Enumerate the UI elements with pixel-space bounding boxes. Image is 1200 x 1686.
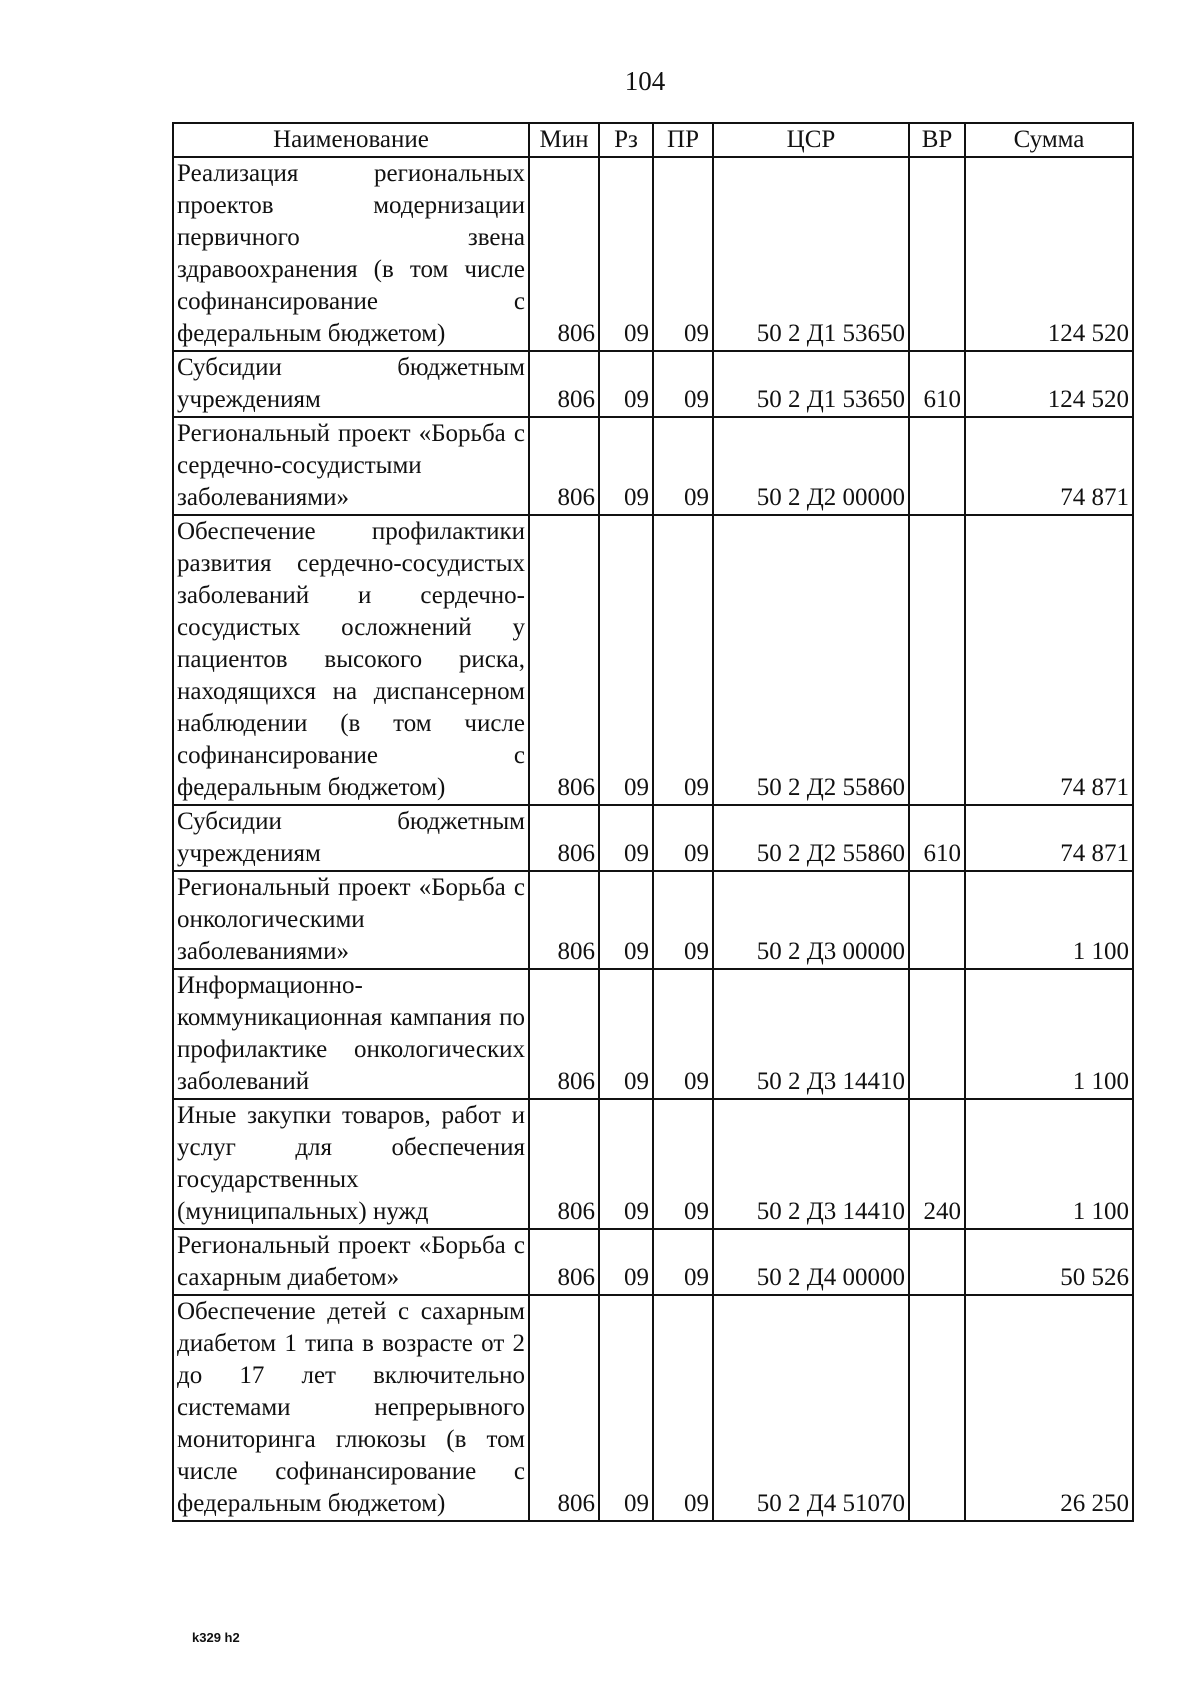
- row-csr: 50 2 Д1 53650: [713, 157, 909, 351]
- row-vr: [909, 1229, 965, 1295]
- row-rz: 09: [599, 417, 653, 515]
- row-pr: 09: [653, 157, 713, 351]
- row-sum: 74 871: [965, 417, 1133, 515]
- table-row: [173, 157, 1133, 351]
- row-name: Иные закупки товаров, работ и услуг для обеспечения государственных (муниципальных) нужд: [173, 1099, 529, 1229]
- row-rz: 09: [599, 515, 653, 805]
- header-sum: Сумма: [965, 123, 1133, 157]
- row-csr: 50 2 Д4 00000: [713, 1229, 909, 1295]
- row-min: 806: [529, 871, 599, 969]
- row-csr: 50 2 Д3 14410: [713, 969, 909, 1099]
- row-name: Региональный проект «Борьба с онкологическими заболеваниями»: [173, 871, 529, 969]
- row-sum: 26 250: [965, 1295, 1133, 1521]
- table-header-row: [173, 123, 1133, 157]
- row-sum: 1 100: [965, 871, 1133, 969]
- row-pr: 09: [653, 1099, 713, 1229]
- row-name: Региональный проект «Борьба с сахарным диабетом»: [173, 1229, 529, 1295]
- row-pr: 09: [653, 351, 713, 417]
- row-sum: 50 526: [965, 1229, 1133, 1295]
- row-min: 806: [529, 1229, 599, 1295]
- footer-document-code: k329 h2: [192, 1630, 240, 1645]
- row-sum: 74 871: [965, 805, 1133, 871]
- table-row: [173, 515, 1133, 805]
- row-name: Информационно-коммуникационная кампания по профилактике онкологических заболеваний: [173, 969, 529, 1099]
- row-min: 806: [529, 351, 599, 417]
- row-min: 806: [529, 515, 599, 805]
- row-pr: 09: [653, 969, 713, 1099]
- row-name: Субсидии бюджетным учреждениям: [173, 805, 529, 871]
- row-min: 806: [529, 969, 599, 1099]
- row-min: 806: [529, 1099, 599, 1229]
- table-row: [173, 1099, 1133, 1229]
- row-sum: 1 100: [965, 969, 1133, 1099]
- header-name: Наименование: [173, 123, 529, 157]
- table-row: [173, 351, 1133, 417]
- header-pr: ПР: [653, 123, 713, 157]
- row-rz: 09: [599, 351, 653, 417]
- row-vr: [909, 417, 965, 515]
- row-pr: 09: [653, 515, 713, 805]
- row-rz: 09: [599, 1295, 653, 1521]
- row-vr: [909, 871, 965, 969]
- header-min: Мин: [529, 123, 599, 157]
- row-vr: [909, 157, 965, 351]
- row-pr: 09: [653, 417, 713, 515]
- table-row: [173, 1229, 1133, 1295]
- row-rz: 09: [599, 871, 653, 969]
- row-vr: [909, 515, 965, 805]
- row-pr: 09: [653, 1229, 713, 1295]
- row-pr: 09: [653, 871, 713, 969]
- row-csr: 50 2 Д2 00000: [713, 417, 909, 515]
- row-pr: 09: [653, 805, 713, 871]
- row-min: 806: [529, 1295, 599, 1521]
- row-csr: 50 2 Д2 55860: [713, 805, 909, 871]
- table-row: [173, 417, 1133, 515]
- header-vr: ВР: [909, 123, 965, 157]
- page-number: 104: [624, 66, 666, 96]
- row-sum: 1 100: [965, 1099, 1133, 1229]
- row-vr: [909, 969, 965, 1099]
- row-sum: 74 871: [965, 515, 1133, 805]
- row-rz: 09: [599, 1229, 653, 1295]
- row-min: 806: [529, 805, 599, 871]
- table-row: [173, 805, 1133, 871]
- header-csr: ЦСР: [713, 123, 909, 157]
- row-csr: 50 2 Д3 00000: [713, 871, 909, 969]
- row-vr: 610: [909, 805, 965, 871]
- row-min: 806: [529, 157, 599, 351]
- table-row: [173, 1295, 1133, 1521]
- header-rz: Рз: [599, 123, 653, 157]
- row-name: Реализация региональных проектов модернизации первичного звена здравоохранения (в том числе софинансирование с федеральным бюджетом): [173, 157, 529, 351]
- row-sum: 124 520: [965, 351, 1133, 417]
- row-csr: 50 2 Д2 55860: [713, 515, 909, 805]
- row-rz: 09: [599, 1099, 653, 1229]
- row-name: Обеспечение профилактики развития сердечно-сосудистых заболеваний и сердечно-сосудистых осложнений у пациентов высокого риска, находящихся на диспансерном наблюдении (в том числе софинансирование с федеральным бюджетом): [173, 515, 529, 805]
- table-row: [173, 969, 1133, 1099]
- row-csr: 50 2 Д3 14410: [713, 1099, 909, 1229]
- row-vr: [909, 1295, 965, 1521]
- row-csr: 50 2 Д1 53650: [713, 351, 909, 417]
- row-vr: 610: [909, 351, 965, 417]
- row-rz: 09: [599, 805, 653, 871]
- table-row: [173, 871, 1133, 969]
- row-name: Обеспечение детей с сахарным диабетом 1 типа в возрасте от 2 до 17 лет включительно системами непрерывного мониторинга глюкозы (в том числе софинансирование с федеральным бюджетом): [173, 1295, 529, 1521]
- row-rz: 09: [599, 157, 653, 351]
- row-sum: 124 520: [965, 157, 1133, 351]
- row-min: 806: [529, 417, 599, 515]
- row-name: Региональный проект «Борьба с сердечно-сосудистыми заболеваниями»: [173, 417, 529, 515]
- row-name: Субсидии бюджетным учреждениям: [173, 351, 529, 417]
- row-rz: 09: [599, 969, 653, 1099]
- budget-table: [172, 122, 1134, 1522]
- row-pr: 09: [653, 1295, 713, 1521]
- row-csr: 50 2 Д4 51070: [713, 1295, 909, 1521]
- row-vr: 240: [909, 1099, 965, 1229]
